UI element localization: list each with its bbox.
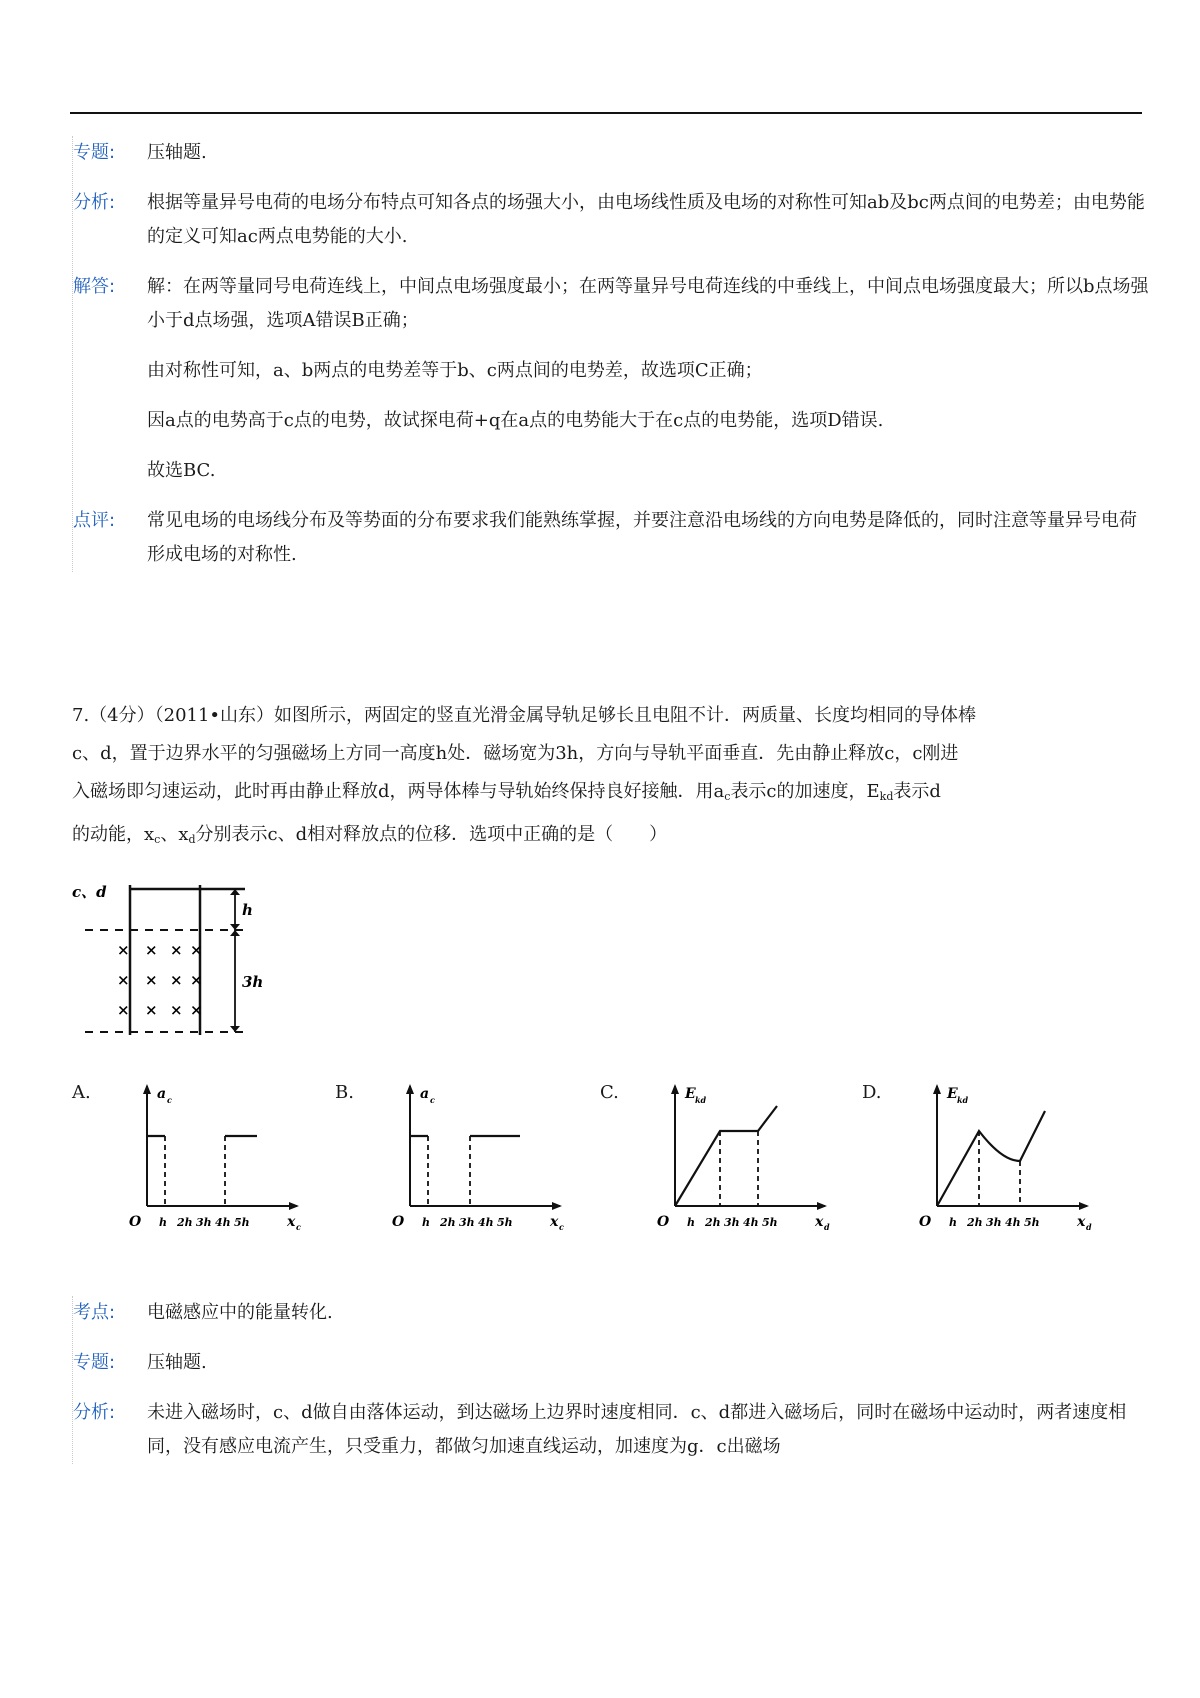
x-axis-sub-label: c <box>296 1222 301 1232</box>
option-label: C. <box>600 1082 619 1103</box>
y-arrow-icon <box>406 1084 414 1094</box>
dianping-row <box>73 504 1153 572</box>
q-sub: d <box>188 833 196 846</box>
q-sub: kd <box>879 790 894 803</box>
field-cross-icon: × <box>145 941 158 959</box>
fenxi2-row <box>73 1396 1153 1464</box>
x-axis-sub-label: c <box>559 1222 564 1232</box>
graph-curve <box>937 1111 1045 1206</box>
x-axis-sub-label: d <box>824 1222 830 1232</box>
y-axis-label: E <box>685 1086 696 1102</box>
kaodian-label: 考点: <box>73 1302 116 1323</box>
kaodian-row <box>73 1296 1153 1330</box>
origin-label: O <box>919 1214 932 1230</box>
field-cross-icon: × <box>190 941 203 959</box>
magnetic-field-figure <box>70 875 290 1045</box>
y-axis-sub-label: kd <box>957 1095 969 1105</box>
y-axis-sub-label: c <box>167 1095 172 1105</box>
x-arrow-icon <box>289 1202 299 1210</box>
zhuanti2-row <box>73 1346 1153 1380</box>
question-line-4 <box>72 816 1142 859</box>
question-line-1: 7.（4分）（2011•山东）如图所示，两固定的竖直光滑金属导轨足够长且电阻不计．两质量、长度均相同的导体棒 <box>72 705 977 726</box>
x-tick-label: 5h <box>497 1216 513 1229</box>
x-tick-label: 3h <box>196 1216 212 1229</box>
zhuanti-label: 专题: <box>73 142 116 163</box>
jieda-row <box>73 270 1153 488</box>
section-q7-solution <box>72 1296 1153 1464</box>
y-axis-label: E <box>947 1086 958 1102</box>
x-tick-label: 2h <box>177 1216 193 1229</box>
fenxi2-label: 分析: <box>73 1402 116 1423</box>
y-arrow-icon <box>671 1084 679 1094</box>
jieda-label: 解答: <box>73 276 116 297</box>
q-sub: c <box>724 790 731 803</box>
jieda-para-4: 故选BC. <box>147 460 216 481</box>
x-arrow-icon <box>552 1202 562 1210</box>
kaodian-text: 电磁感应中的能量转化. <box>147 1302 333 1323</box>
origin-label: O <box>657 1214 670 1230</box>
question-line-2: c、d，置于边界水平的匀强磁场上方同一高度h处．磁场宽为3h，方向与导轨平面垂直．先由静止释放c，c刚进 <box>72 743 959 764</box>
y-axis-sub-label: kd <box>695 1095 707 1105</box>
x-tick-label: 4h <box>478 1216 494 1229</box>
fenxi-label: 分析: <box>73 192 116 213</box>
y-axis-sub-label: c <box>430 1095 435 1105</box>
jieda-para-3: 因a点的电势高于c点的电势，故试探电荷+q在a点的电势能大于在c点的电势能，选项D错误. <box>147 410 884 431</box>
section-previous-solution <box>72 136 1153 572</box>
option-label: B. <box>335 1082 354 1103</box>
x-tick-label: 4h <box>1005 1216 1021 1229</box>
x-tick-label: 5h <box>762 1216 778 1229</box>
x-tick-label: h <box>949 1216 957 1229</box>
x-arrow-icon <box>1079 1202 1089 1210</box>
graph-curve <box>675 1106 777 1206</box>
option-label: A. <box>72 1082 91 1103</box>
x-arrow-icon <box>817 1202 827 1210</box>
q-text: 表示c的加速度，E <box>730 781 880 802</box>
fenxi-text: 根据等量异号电荷的电场分布特点可知各点的场强大小，由电场线性质及电场的对称性可知ab及bc两点间的电势差；由电势能的定义可知ac两点电势能的大小. <box>147 192 1145 247</box>
origin-label: O <box>129 1214 142 1230</box>
x-axis-sub-label: d <box>1086 1222 1092 1232</box>
zhuanti2-text: 压轴题. <box>147 1352 207 1373</box>
x-tick-label: 2h <box>705 1216 721 1229</box>
field-cross-icon: × <box>190 971 203 989</box>
origin-label: O <box>392 1214 405 1230</box>
x-tick-label: 5h <box>1024 1216 1040 1229</box>
x-axis-label: x <box>287 1214 296 1230</box>
y-axis-label: a <box>157 1086 167 1102</box>
field-cross-icon: × <box>170 971 183 989</box>
dianping-text: 常见电场的电场线分布及等势面的分布要求我们能熟练掌握，并要注意沿电场线的方向电势是降低的，同时注意等量异号电荷形成电场的对称性. <box>147 510 1137 565</box>
question-7 <box>72 697 1142 859</box>
field-cross-icon: × <box>117 1001 130 1019</box>
field-cross-icon: × <box>170 941 183 959</box>
y-axis-label: a <box>420 1086 430 1102</box>
option-graph <box>892 1076 1092 1236</box>
x-tick-label: 3h <box>459 1216 475 1229</box>
zhuanti-row <box>73 136 1153 170</box>
fenxi-row <box>73 186 1153 254</box>
cd-label: c、d <box>72 883 107 901</box>
x-tick-label: 2h <box>967 1216 983 1229</box>
x-axis-label: x <box>815 1214 824 1230</box>
jieda-body <box>147 270 1153 488</box>
q-sub: c <box>154 833 161 846</box>
question-line-3 <box>72 773 1142 816</box>
option-graph <box>630 1076 830 1236</box>
x-tick-label: 3h <box>986 1216 1002 1229</box>
x-tick-label: 4h <box>215 1216 231 1229</box>
x-tick-label: 3h <box>724 1216 740 1229</box>
option-graph <box>365 1076 565 1236</box>
zhuanti-text: 压轴题. <box>147 142 207 163</box>
jieda-para-2: 由对称性可知，a、b两点的电势差等于b、c两点间的电势差，故选项C正确； <box>147 360 763 381</box>
fenxi2-text: 未进入磁场时，c、d做自由落体运动，到达磁场上边界时速度相同．c、d都进入磁场后，同时在磁场中运动时，两者速度相同，没有感应电流产生，只受重力，都做匀加速直线运动，加速度为g．c出磁场 <box>147 1402 1127 1457</box>
q-text: 的动能，x <box>72 824 155 845</box>
y-arrow-icon <box>143 1084 151 1094</box>
3h-label: 3h <box>242 973 264 991</box>
field-cross-icon: × <box>117 971 130 989</box>
top-rule <box>70 112 1142 114</box>
q-text: 表示d <box>893 781 941 802</box>
x-tick-label: 2h <box>440 1216 456 1229</box>
x-axis-label: x <box>550 1214 559 1230</box>
x-axis-label: x <box>1077 1214 1086 1230</box>
field-cross-icon: × <box>117 941 130 959</box>
x-tick-label: h <box>422 1216 430 1229</box>
field-cross-icon: × <box>170 1001 183 1019</box>
q-text: 入磁场即匀速运动，此时再由静止释放d，两导体棒与导轨始终保持良好接触．用a <box>72 781 725 802</box>
x-tick-label: 4h <box>743 1216 759 1229</box>
y-arrow-icon <box>933 1084 941 1094</box>
q-text: 分别表示c、d相对释放点的位移．选项中正确的是（ ） <box>195 824 668 845</box>
field-cross-icon: × <box>190 1001 203 1019</box>
x-tick-label: h <box>687 1216 695 1229</box>
x-tick-label: 5h <box>234 1216 250 1229</box>
option-label: D. <box>862 1082 882 1103</box>
field-cross-icon: × <box>145 971 158 989</box>
x-tick-label: h <box>159 1216 167 1229</box>
option-graph <box>102 1076 302 1236</box>
field-cross-icon: × <box>145 1001 158 1019</box>
h-label: h <box>242 901 253 919</box>
dianping-label: 点评: <box>73 510 116 531</box>
zhuanti2-label: 专题: <box>73 1352 116 1373</box>
jieda-para-1: 解：在两等量同号电荷连线上，中间点电场强度最小；在两等量异号电荷连线的中垂线上，中间点电场强度最大；所以b点场强小于d点场强，选项A错误B正确； <box>147 276 1149 331</box>
q-text: 、x <box>160 824 189 845</box>
